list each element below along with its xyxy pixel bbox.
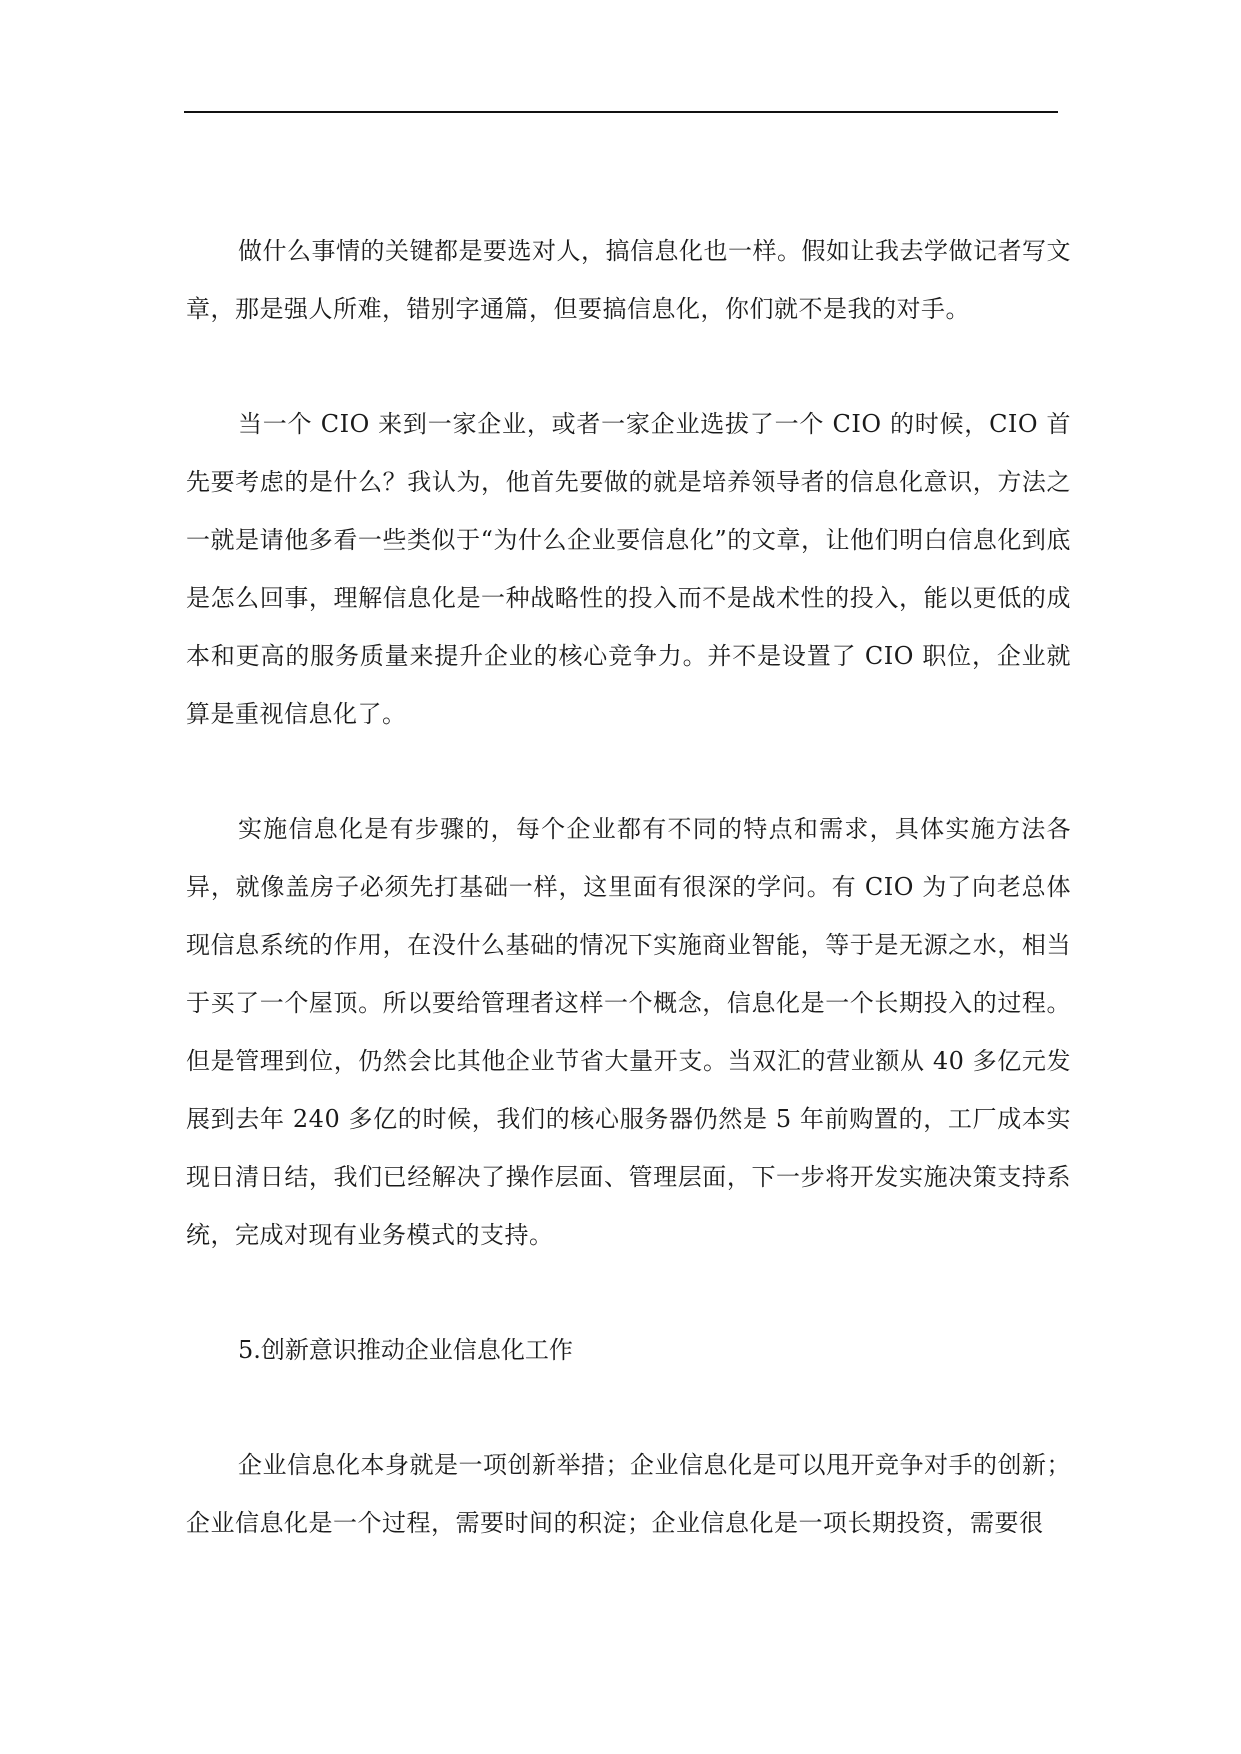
paragraph-choose-right-people: 做什么事情的关键都是要选对人，搞信息化也一样。假如让我去学做记者写文章，那是强人所难，错别字通篇，但要搞信息化，你们就不是我的对手。 <box>186 237 1071 323</box>
header-rule <box>184 111 1058 113</box>
paragraph-implementation-steps: 实施信息化是有步骤的，每个企业都有不同的特点和需求，具体实施方法各异，就像盖房子必须先打基础一样，这里面有很深的学问。有 CIO 为了向老总体现信息系统的作用，在没什么基础的情况下实施商业智能，等于是无源之水，相当于买了一个屋顶。所以要给管理者这样一个概念，信息化是一个长期投入的过程。但是管理到位，仍然会比其他企业节省大量开支。当双汇的营业额从 40 多亿元发展到去年 240 多亿的时候，我们的核心服务器仍然是 5 年前购置的，工厂成本实现日清日结，我们已经解决了操作层面、管理层面，下一步将开发实施决策支持系统，完成对现有业务模式的支持。 <box>186 815 1071 1249</box>
section-heading: 5.创新意识推动企业信息化工作 <box>238 1336 573 1364</box>
paragraph-cio-priorities: 当一个 CIO 来到一家企业，或者一家企业选拔了一个 CIO 的时候，CIO 首先要考虑的是什么？我认为，他首先要做的就是培养领导者的信息化意识，方法之一就是请他多看一些类似于“为什么企业要信息化”的文章，让他们明白信息化到底是怎么回事，理解信息化是一种战略性的投入而不是战术性的投入，能以更低的成本和更高的服务质量来提升企业的核心竞争力。并不是设置了 CIO 职位，企业就算是重视信息化了。 <box>186 410 1071 728</box>
document-body <box>186 222 1071 1552</box>
paragraph-gap <box>186 338 1071 395</box>
paragraph-innovation: 企业信息化本身就是一项创新举措；企业信息化是可以甩开竞争对手的创新；企业信息化是一个过程，需要时间的积淀；企业信息化是一项长期投资，需要很 <box>186 1451 1071 1537</box>
paragraph-gap <box>186 1379 1071 1436</box>
paragraph-gap <box>186 743 1071 800</box>
paragraph-gap <box>186 1264 1071 1321</box>
